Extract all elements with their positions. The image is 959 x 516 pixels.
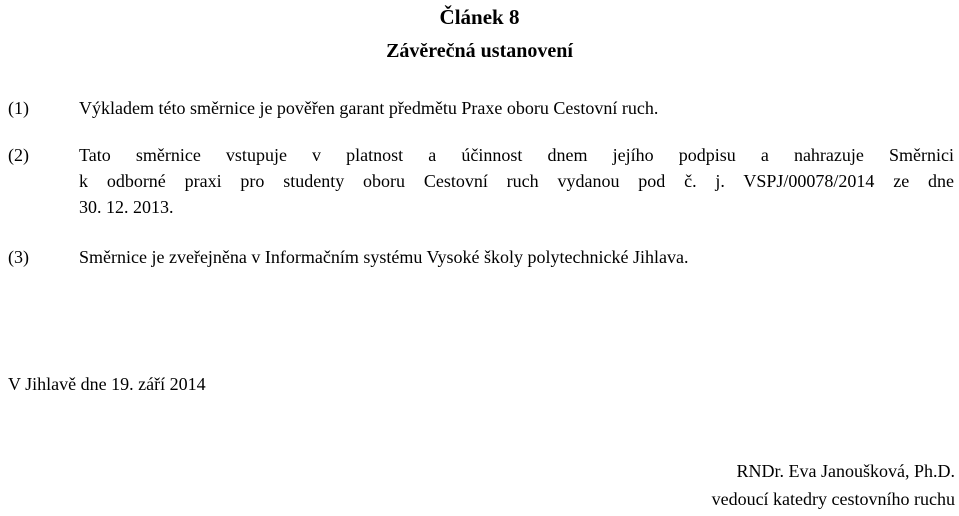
paragraph-line: Tato směrnice vstupuje v platnost a účinnost dnem jejího podpisu a nahrazuje Směrnici (79, 145, 954, 165)
paragraph-text (79, 244, 954, 270)
paragraph-number: (3) (8, 247, 29, 267)
article-number: Článek 8 (439, 5, 520, 29)
paragraph-line: k odborné praxi pro studenty oboru Cestovní ruch vydanou pod č. j. VSPJ/00078/2014 ze dne (79, 171, 954, 191)
paragraph-text (79, 95, 954, 121)
signatory-name: RNDr. Eva Janoušková, Ph.D. (736, 461, 955, 481)
paragraph-number: (1) (8, 98, 29, 118)
paragraph-3 (8, 244, 954, 270)
paragraph-1 (8, 95, 954, 121)
paragraph-number: (2) (8, 145, 29, 165)
paragraph-line: Výkladem této směrnice je pověřen garant předmětu Praxe oboru Cestovní ruch. (79, 98, 659, 118)
paragraph-line: Směrnice je zveřejněna v Informačním systému Vysoké školy polytechnické Jihlava. (79, 247, 689, 267)
article-title: Závěrečná ustanovení (386, 40, 573, 62)
signature-block (712, 457, 955, 513)
place-and-date: V Jihlavě dne 19. září 2014 (8, 374, 206, 394)
paragraph-2 (8, 142, 954, 222)
signatory-role: vedoucí katedry cestovního ruchu (711, 489, 955, 509)
paragraph-text (79, 142, 954, 168)
paragraph-line: 30. 12. 2013. (79, 197, 174, 217)
